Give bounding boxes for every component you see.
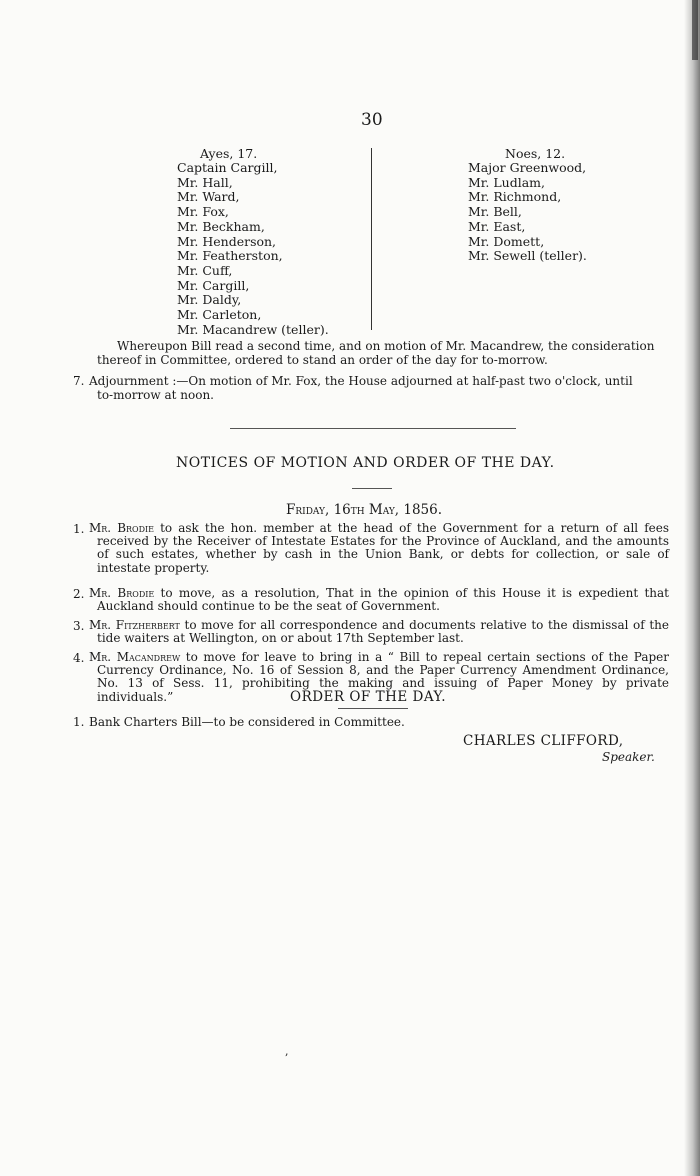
noes-member: Mr. East,	[468, 218, 526, 234]
notice-text: to ask the hon. member at the head of the Government for a return of all fees received by the Receiver of Intestate Estates for the Province of Auckland, and the amounts of such estates, whether by cash in the Union Bank, or debts for collection, or sale of intestate property.	[97, 521, 670, 575]
short-rule-1	[352, 488, 392, 489]
notice-member-name: Mr. Fitzherbert	[89, 618, 180, 632]
whereupon-line2: thereof in Committee, ordered to stand an order of the day for to-morrow.	[97, 353, 548, 367]
notice-number: 2.	[73, 587, 85, 601]
order-heading: ORDER OF THE DAY.	[290, 689, 447, 705]
whereupon-line1: Whereupon Bill read a second time, and on motion of Mr. Macandrew, the consideration	[117, 339, 655, 353]
date-line: Friday, 16th May, 1856.	[286, 502, 443, 518]
notice-member-name: Mr. Macandrew	[89, 650, 181, 664]
ayes-member: Mr. Fox,	[177, 204, 229, 220]
notice-text: to move for leave to bring in a “ Bill to repeal certain sections of the Paper Currency Ordinance, No. 16 of Session 8, and the Paper Currency Amendment Ordinance, No. 13 of Sess. 11, prohibiting the making and issuing of Paper Money by private individuals.”	[97, 650, 670, 704]
ayes-member: Mr. Ward,	[177, 189, 240, 205]
noes-member: Major Greenwood,	[468, 160, 587, 175]
ayes-list	[177, 161, 329, 337]
adjournment-number: 7.	[73, 374, 85, 388]
notice-item	[89, 522, 669, 575]
notice-member-name: Mr. Brodie	[89, 521, 155, 535]
notice-text: to move, as a resolution, That in the opinion of this House it is expedient that Auckland should continue to be the seat of Government.	[97, 586, 669, 614]
ayes-member: Mr. Beckham,	[177, 218, 265, 234]
notice-item	[89, 587, 669, 613]
noes-member: Mr. Sewell (teller).	[468, 248, 587, 264]
order-item-text: Bank Charters Bill—to be considered in Committee.	[89, 715, 405, 729]
adjournment-line2: to-morrow at noon.	[97, 388, 214, 402]
vote-divider	[371, 148, 372, 330]
ayes-heading: Ayes, 17.	[200, 146, 258, 161]
stray-mark: ,	[285, 1045, 289, 1058]
noes-heading: Noes, 12.	[505, 146, 566, 161]
noes-list	[468, 161, 587, 264]
ayes-member: Mr. Cuff,	[177, 262, 233, 278]
signature-role: Speaker.	[602, 750, 655, 764]
notice-member-name: Mr. Brodie	[89, 586, 155, 600]
page-number: 30	[361, 110, 383, 130]
ayes-member: Captain Cargill,	[177, 160, 278, 175]
notice-text: to move for all correspondence and documents relative to the dismissal of the tide waiters at Wellington, on or about 17th September last.	[97, 618, 669, 646]
noes-member: Mr. Richmond,	[468, 189, 562, 205]
ayes-member: Mr. Cargill,	[177, 277, 250, 293]
noes-member: Mr. Domett,	[468, 233, 545, 249]
notice-item	[89, 619, 669, 645]
notice-number: 3.	[73, 619, 85, 633]
order-item-number: 1.	[73, 715, 85, 729]
ayes-member: Mr. Featherston,	[177, 248, 283, 264]
ayes-member: Mr. Hall,	[177, 174, 233, 190]
notice-number: 4.	[73, 651, 85, 665]
ayes-member: Mr. Daldy,	[177, 292, 242, 308]
page-edge-shadow	[684, 0, 700, 1176]
noes-member: Mr. Bell,	[468, 204, 522, 220]
section-rule	[230, 428, 516, 429]
page-edge-dark	[692, 0, 698, 60]
ayes-member: Mr. Macandrew (teller).	[177, 321, 329, 337]
ayes-member: Mr. Henderson,	[177, 233, 277, 249]
noes-member: Mr. Ludlam,	[468, 174, 545, 190]
notice-number: 1.	[73, 522, 85, 536]
notices-heading: NOTICES OF MOTION AND ORDER OF THE DAY.	[176, 455, 555, 471]
adjournment-line1: Adjournment :—On motion of Mr. Fox, the House adjourned at half-past two o'clock, until	[89, 374, 633, 388]
signature-name: CHARLES CLIFFORD,	[463, 733, 624, 749]
ayes-member: Mr. Carleton,	[177, 307, 262, 323]
short-rule-2	[338, 708, 408, 709]
